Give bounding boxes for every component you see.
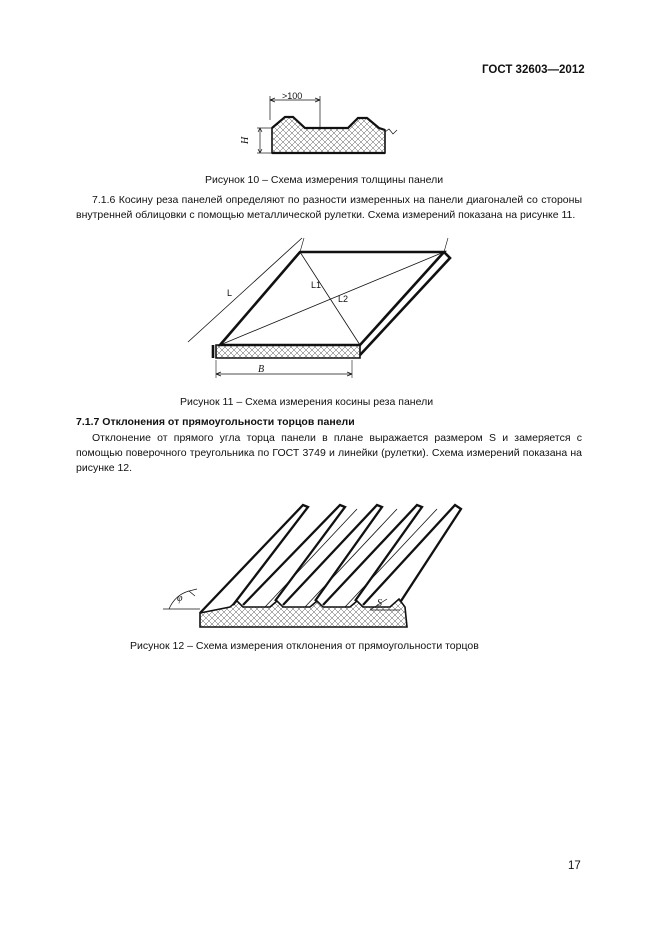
section-7-1-7-title: 7.1.7 Отклонения от прямоугольности торцов панели — [76, 416, 355, 428]
figure-11-label-L1: L1 — [311, 280, 322, 290]
figure-11-label-L: L — [227, 288, 233, 298]
figure-10-caption: Рисунок 10 – Схема измерения толщины панели — [205, 174, 444, 186]
figure-12-end-squareness-diagram — [155, 495, 475, 635]
page-number: 17 — [568, 860, 581, 872]
figure-10-panel-thickness-diagram — [235, 88, 405, 163]
section-7-1-7-paragraph: Отклонение от прямого угла торца панели в плане выражается размером S и замеряется с помощью поверочного треугольника по ГОСТ 3749 и линейки (рулетки). Схема измерений показана на рисунке 12. — [76, 432, 582, 474]
figure-11-label-L2: L2 — [338, 294, 349, 304]
figure-10-dimension-label: >100 — [282, 91, 303, 101]
figure-10-height-label: H — [240, 136, 251, 144]
figure-11-label-B: B — [258, 364, 265, 375]
section-7-1-6-paragraph: 7.1.6 Косину реза панелей определяют по разности измеренных на панели диагоналей со стороны внутренней облицовки с помощью металлической рулетки. Схема измерений показана на рисунке 11. — [76, 194, 582, 221]
figure-12-label-S: S — [377, 598, 382, 609]
figure-11-caption: Рисунок 11 – Схема измерения косины реза панели — [180, 396, 434, 408]
document-standard-header: ГОСТ 32603—2012 — [482, 64, 585, 76]
figure-12-label-phi: φ — [177, 593, 183, 604]
figure-11-cut-skew-diagram — [180, 230, 470, 390]
figure-12-caption: Рисунок 12 – Схема измерения отклонения от прямоугольности торцов — [130, 640, 479, 652]
